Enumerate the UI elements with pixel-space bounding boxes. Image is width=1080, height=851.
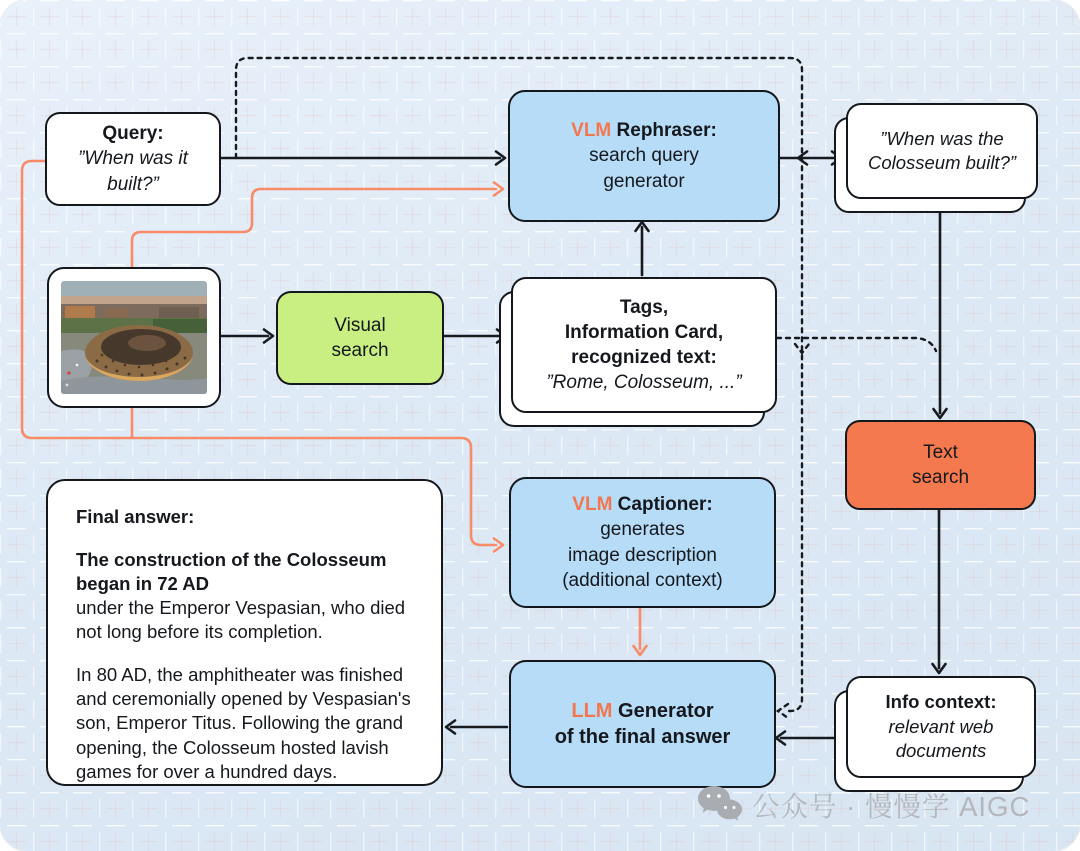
final-answer-box — [46, 479, 443, 786]
rephraser-line1: search query — [589, 145, 699, 167]
query-box — [45, 112, 221, 206]
rephrased-query-card — [846, 103, 1038, 199]
text-search-line1: Text — [923, 441, 958, 463]
info-context-line2: documents — [895, 740, 987, 762]
visual-search-line1: Visual — [334, 314, 386, 336]
captioner-line3: (additional context) — [562, 569, 723, 591]
final-answer-p1-bold: The construction of the Colosseum began in 72 AD — [76, 548, 387, 594]
dashed-arrowhead-into-llm — [778, 704, 788, 718]
query-text-line2: built?” — [107, 173, 159, 195]
watermark — [696, 784, 1030, 824]
tags-card — [511, 277, 777, 413]
final-answer-paragraph2: In 80 AD, the amphitheater was finished and ceremonially opened by Vespasian's son, Emperor Titus. Following the grand opening, the Colosseum hosted lavish games for over a hundred days. — [76, 663, 411, 782]
query-text-line1: ”When was it — [78, 148, 188, 170]
tags-line2: Information Card, — [564, 321, 724, 343]
text-search-box — [845, 420, 1036, 510]
tags-line4: ”Rome, Colosseum, ...” — [546, 372, 742, 394]
rephraser-title: VLM Rephraser: — [571, 120, 717, 142]
tags-line1: Tags, — [619, 296, 669, 318]
watermark-text: 公众号 · 慢慢学 AIGC — [752, 791, 1031, 822]
llm-line2: of the final answer — [554, 726, 731, 748]
vlm-captioner-box — [509, 477, 776, 608]
query-title: Query: — [102, 123, 164, 145]
tags-line3: recognized text: — [571, 347, 717, 368]
final-answer-title: Final answer: — [76, 506, 195, 527]
captioner-line2: image description — [568, 544, 717, 566]
wechat-icon — [696, 784, 742, 824]
visual-search-box — [276, 291, 444, 385]
captioner-title: VLM Captioner: — [572, 494, 713, 516]
final-answer-paragraph1 — [76, 548, 415, 645]
vlm-rephraser-box — [508, 90, 780, 222]
rephraser-line2: generator — [603, 170, 685, 192]
text-search-line2: search — [911, 467, 970, 488]
info-context-title: Info context: — [885, 691, 997, 713]
llm-generator-box — [509, 660, 776, 788]
colosseum-photo — [61, 281, 207, 394]
input-image-box — [47, 267, 221, 408]
rephrased-query-line2: Colosseum built?” — [867, 152, 1017, 173]
info-context-card — [846, 676, 1036, 778]
final-answer-p1-rest: under the Emperor Vespasian, who died not long before its completion. — [76, 597, 406, 643]
visual-search-line2: search — [331, 340, 389, 361]
rephrased-query-line1: ”When was the — [880, 127, 1004, 149]
captioner-line1: generates — [600, 519, 685, 541]
llm-title: LLM Generator — [571, 699, 714, 722]
info-context-line1: relevant web — [888, 715, 994, 737]
